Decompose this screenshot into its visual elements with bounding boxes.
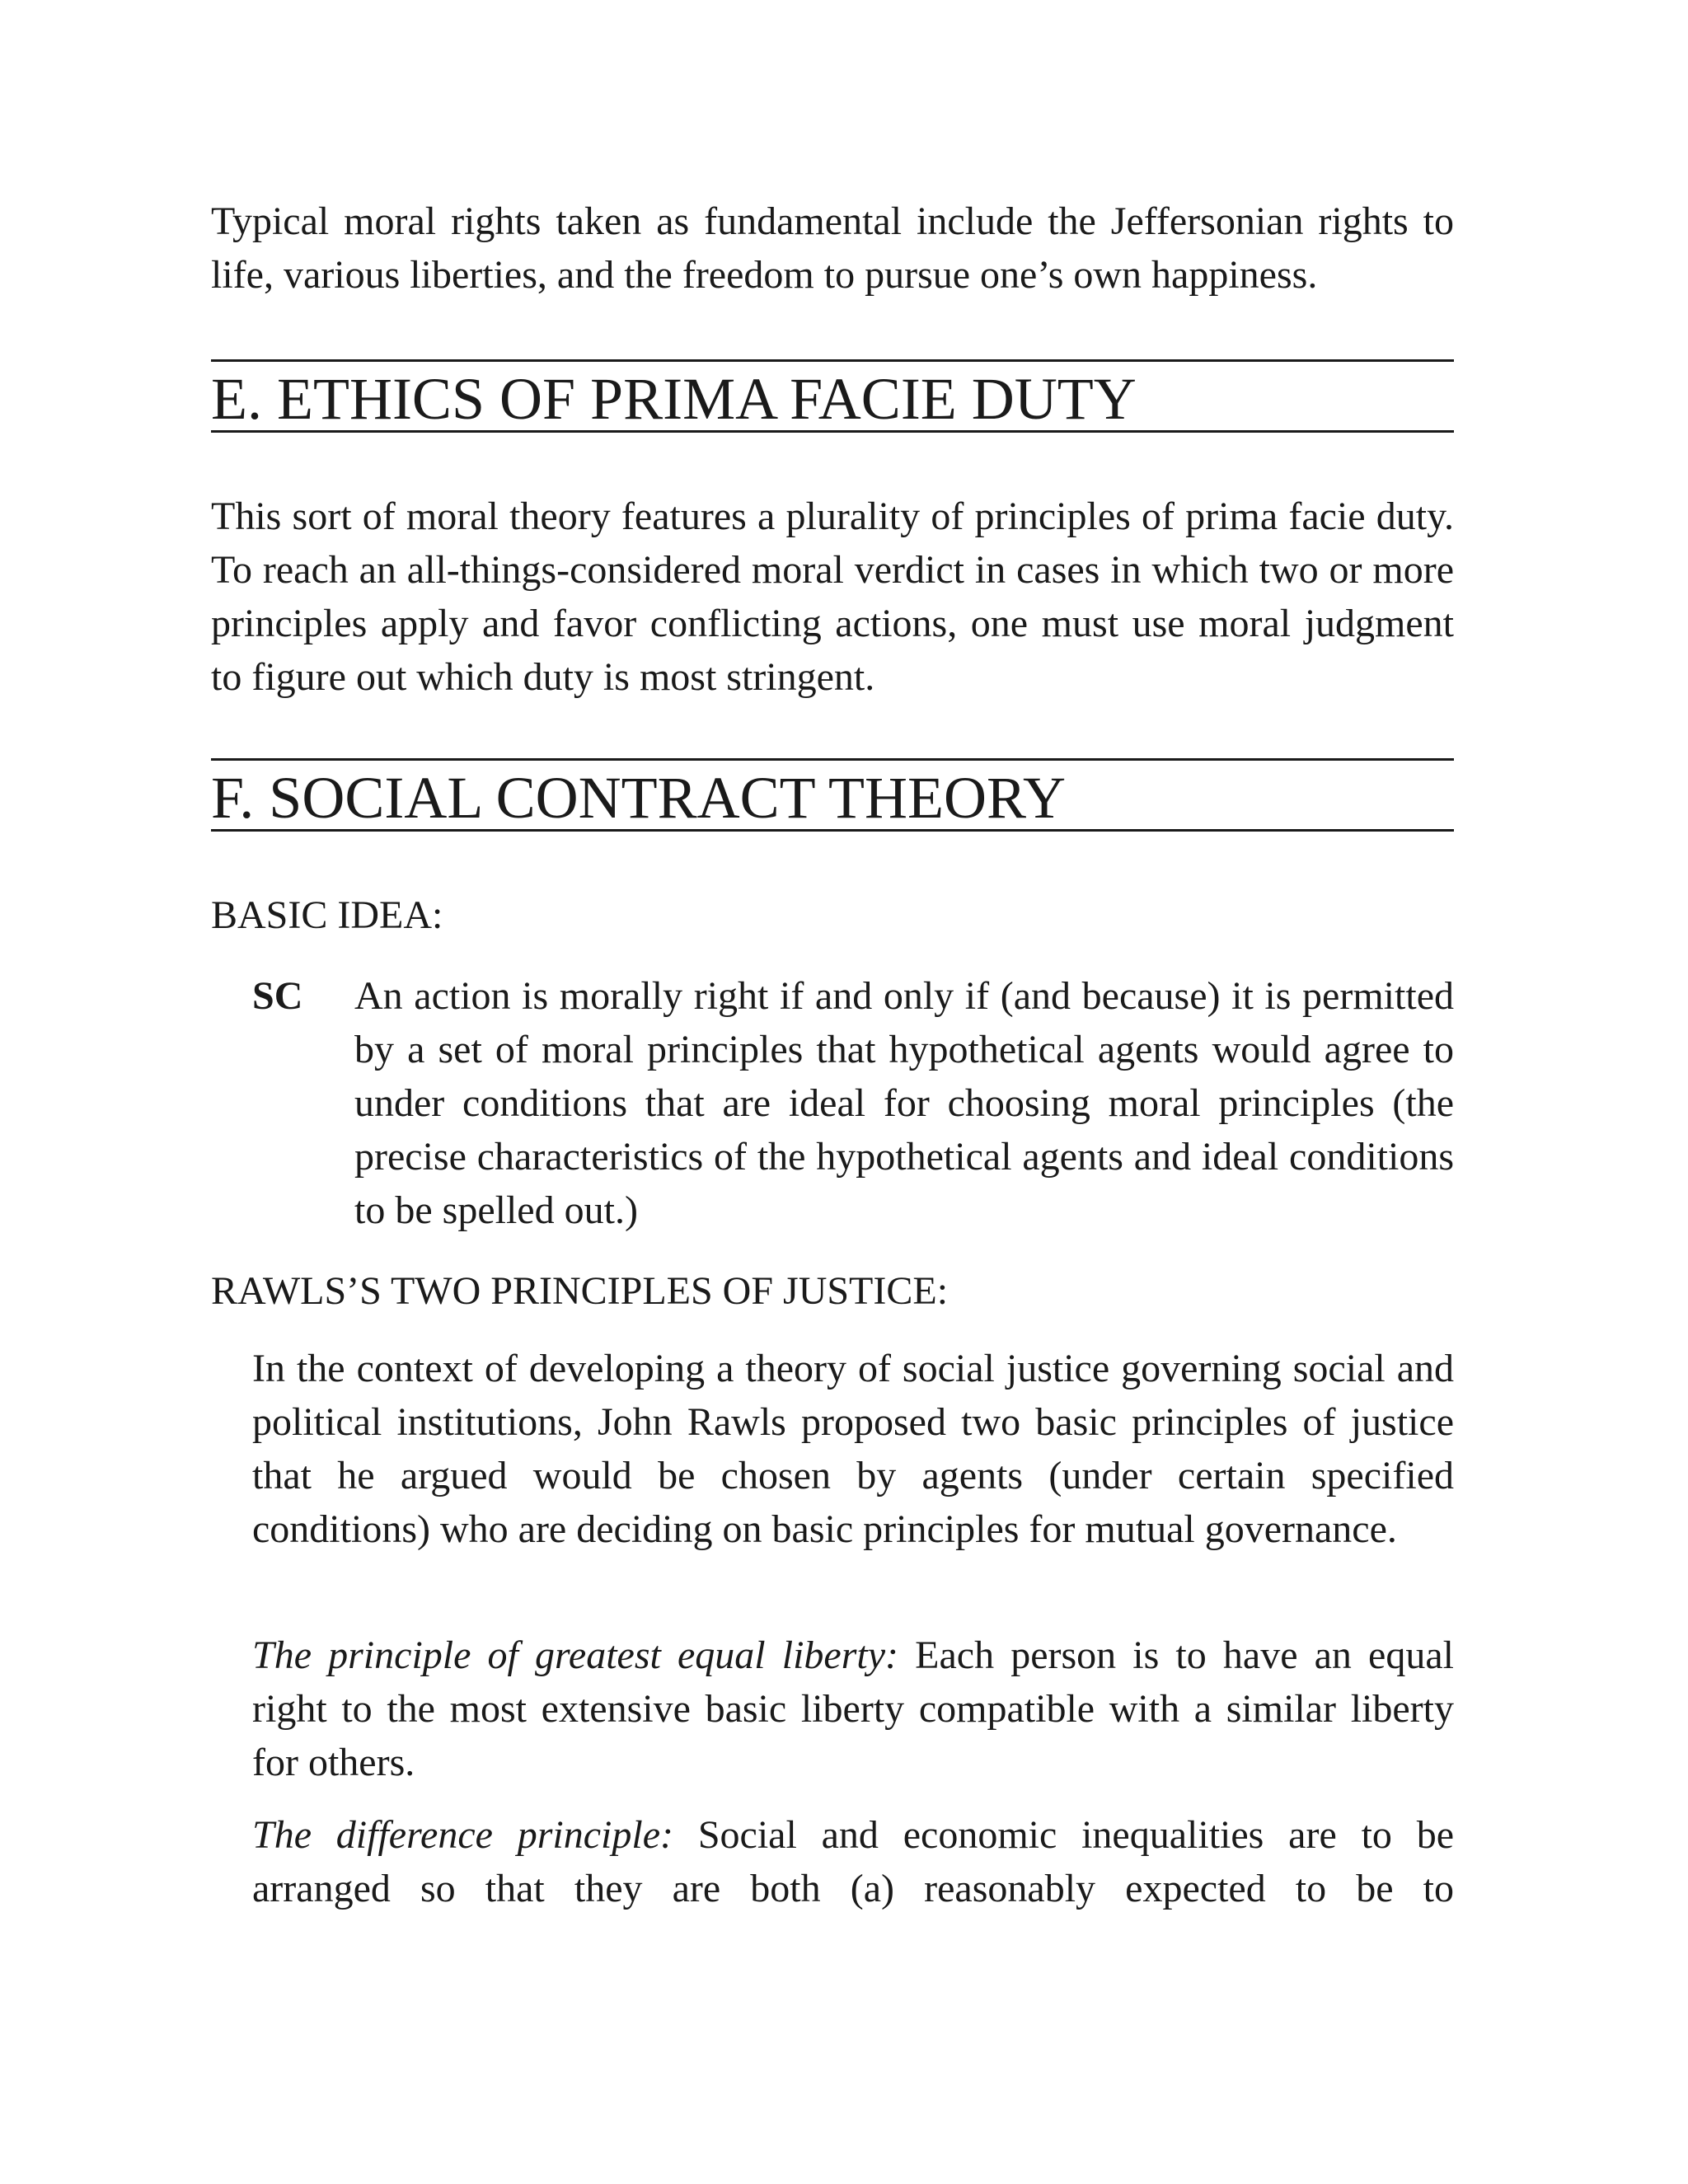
section-e-body: This sort of moral theory features a plurality of principles of prima facie duty. To reach an all-things-considered moral verdict in cases in which two or more principles apply and favor conflicting actions, one must use moral judgment to figure out which duty is most stringent. (211, 494, 1454, 699)
rawls-intro: In the context of developing a theory of social justice governing social and political institutions, John Rawls proposed two basic principles of justice that he argued would be chosen by agents (under certain specified conditions) who are deciding on basic principles for mutual governance. (252, 1347, 1454, 1551)
sc-definition (211, 969, 1454, 1237)
section-e-heading: E. ETHICS OF PRIMA FACIE DUTY (211, 366, 1137, 432)
intro-paragraph: Typical moral rights taken as fundamental include the Jeffersonian rights to life, various liberties, and the freedom to pursue one’s own happiness. (211, 199, 1454, 297)
principle1-text: Each person is to have an equal right to the most extensive basic liberty compatible with a similar liberty for others. (252, 1633, 1454, 1784)
rawls-label: RAWLS’S TWO PRINCIPLES OF JUSTICE: (211, 1269, 949, 1313)
principle-greatest-equal-liberty (252, 1629, 1454, 1789)
basic-idea-label: BASIC IDEA: (211, 893, 443, 937)
difference-principle (252, 1808, 1454, 1915)
section-f-bottom-rule (211, 829, 1454, 832)
section-f-top-rule (211, 758, 1454, 761)
section-e-bottom-rule (211, 430, 1454, 433)
sc-tag: SC (252, 974, 303, 1018)
section-e-top-rule (211, 359, 1454, 362)
principle2-text: Social and economic inequalities are to be arranged so that they are both (a) reasonably expected to be to (252, 1813, 1455, 1910)
principle1-title: The principle of greatest equal liberty: (252, 1633, 899, 1677)
principle2-title: The difference principle: (252, 1813, 674, 1857)
sc-text: An action is morally right if and only if (and because) it is permitted by a set of moral principles that hypothetical agents would agree to under conditions that are ideal for choosing moral principles (the precise characteristics of the hypothetical agents and ideal conditions to be spelled out.) (354, 974, 1454, 1232)
section-f-heading: F. SOCIAL CONTRACT THEORY (211, 765, 1067, 831)
